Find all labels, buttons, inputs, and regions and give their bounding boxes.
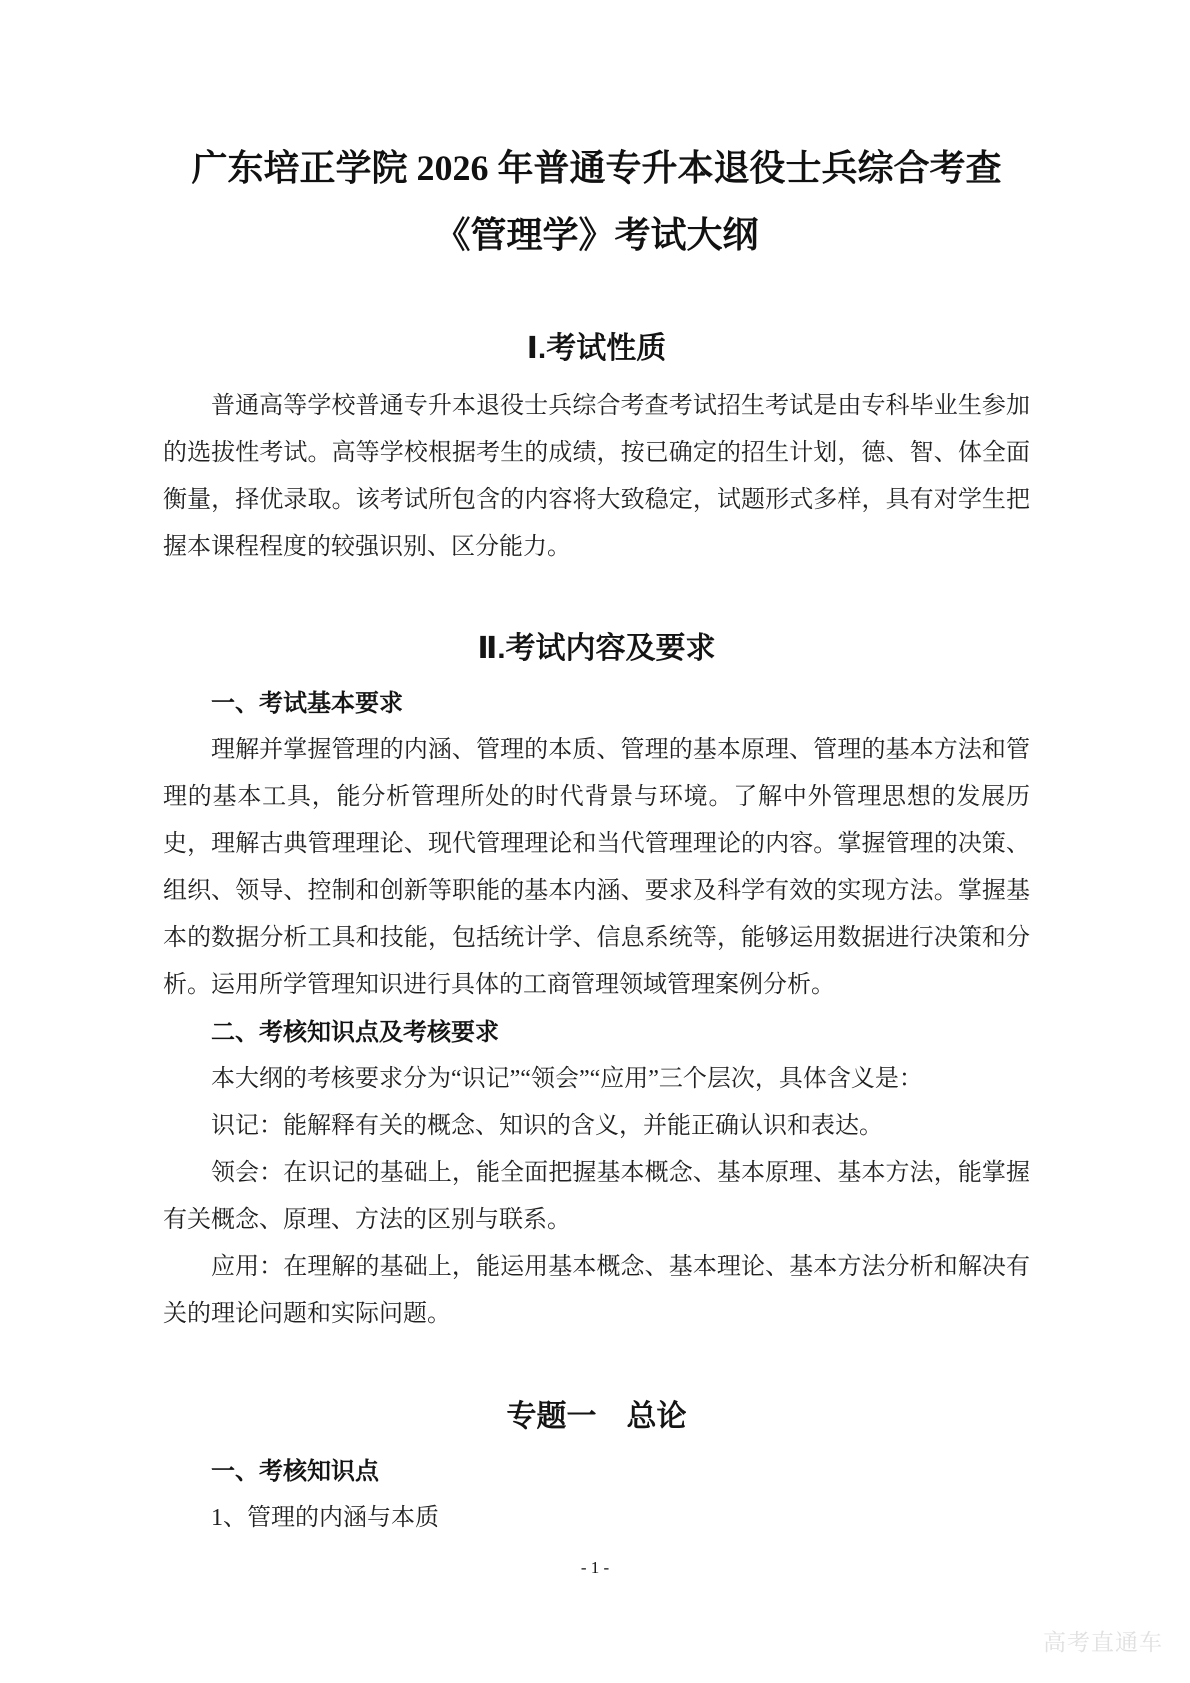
document-title-line1: 广东培正学院 2026 年普通专升本退役士兵综合考查 <box>191 148 1002 188</box>
section-heading-exam-content: Ⅱ.考试内容及要求 <box>477 632 716 665</box>
sub-heading-knowledge-points: 一、考核知识点 <box>211 1458 379 1485</box>
assessment-levels-intro: 本大纲的考核要求分为“识记”“领会”“应用”三个层次，具体含义是： <box>211 1066 923 1092</box>
topic-heading-general-introduction: 专题一 总论 <box>506 1400 687 1433</box>
basic-requirements-paragraph: 理解并掌握管理的内涵、管理的本质、管理的基本原理、管理的基本方法和管理的基本工具，能分析管理所处的时代背景与环境。了解中外管理思想的发展历史，理解古典管理理论、现代管理理论和当代管理理论的内容。掌握管理的决策、组织、领导、控制和创新等职能的基本内涵、要求及科学有效的实现方法。掌握基本的数据分析工具和技能，包括统计学、信息系统等，能够运用数据进行决策和分析。运用所学管理知识进行具体的工商管理领域管理案例分析。 <box>163 737 1030 998</box>
sub-heading-assessment-points: 二、考核知识点及考核要求 <box>211 1019 499 1046</box>
document-title <box>163 135 1030 269</box>
assessment-level-linghui: 领会：在识记的基础上，能全面把握基本概念、基本原理、基本方法，能掌握有关概念、原理、方法的区别与联系。 <box>163 1160 1030 1233</box>
knowledge-item-1: 1、管理的内涵与本质 <box>211 1505 439 1531</box>
assessment-level-yingyong: 应用：在理解的基础上，能运用基本概念、基本理论、基本方法分析和解决有关的理论问题和实际问题。 <box>163 1254 1030 1327</box>
section-heading-exam-nature: Ⅰ.考试性质 <box>526 332 667 365</box>
watermark-gaokao-zhitongche: 高考直通车 <box>1043 1629 1163 1655</box>
assessment-level-shiji: 识记：能解释有关的概念、知识的含义，并能正确认识和表达。 <box>211 1113 883 1139</box>
document-title-line2: 《管理学》考试大纲 <box>434 215 759 255</box>
page-number: - 1 - <box>580 1558 610 1577</box>
sub-heading-basic-requirements: 一、考试基本要求 <box>211 690 403 717</box>
exam-nature-paragraph: 普通高等学校普通专升本退役士兵综合考查考试招生考试是由专科毕业生参加的选拔性考试。高等学校根据考生的成绩，按已确定的招生计划，德、智、体全面衡量，择优录取。该考试所包含的内容将大致稳定，试题形式多样，具有对学生把握本课程程度的较强识别、区分能力。 <box>163 393 1030 560</box>
